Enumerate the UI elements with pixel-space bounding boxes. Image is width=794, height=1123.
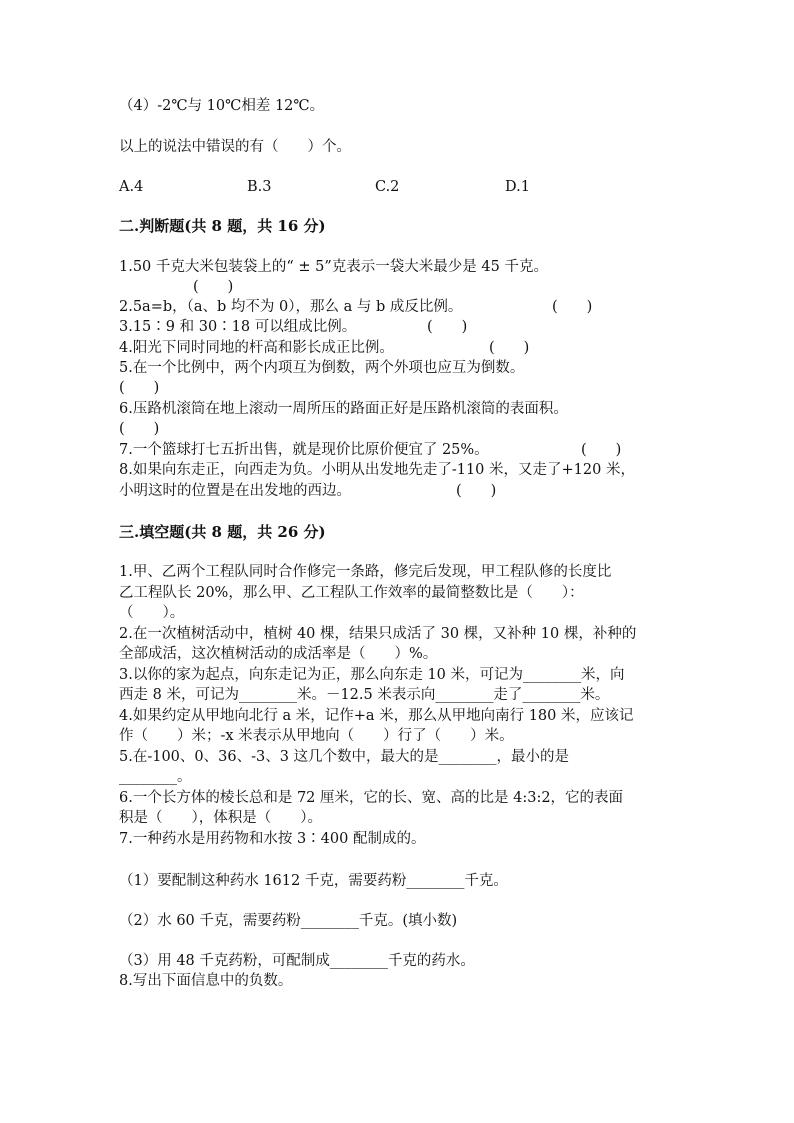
judge-4-blank: ( )	[489, 340, 530, 356]
judge-8: 8.如果向东走正，向西走为负。小明从出发地先走了-110 米，又走了+120 米，	[119, 462, 635, 478]
fill-5: 5.在-100、0、36、-3、3 这几个数中，最大的是________，最小的是	[119, 749, 570, 765]
section-2-heading: 二.判断题(共 8 题，共 16 分)	[119, 217, 326, 235]
judge-5-blank: ( )	[119, 380, 160, 396]
section-3-heading: 三.填空题(共 8 题，共 26 分)	[119, 523, 326, 541]
fill-1-cont: 乙工程队长 20%，那么甲、乙工程队工作效率的最简整数比是（ ）：	[119, 585, 584, 601]
judge-8-blank: ( )	[456, 483, 497, 499]
judge-5: 5.在一个比例中，两个内项互为倒数，两个外项也应互为倒数。	[119, 360, 525, 376]
fill-6-cont: 积是（ ），体积是（ ）。	[119, 810, 322, 826]
judge-3-blank: ( )	[427, 319, 468, 335]
judge-1-blank: ( )	[193, 279, 234, 295]
fill-5-cont: ________。	[119, 769, 192, 785]
fill-6: 6.一个长方体的棱长总和是 72 厘米，它的长、宽、高的比是 4:3:2，它的表面	[119, 790, 624, 806]
judge-1: 1.50 千克大米包装袋上的“ ± 5”克表示一袋大米最少是 45 千克。	[119, 259, 548, 275]
fill-2: 2.在一次植树活动中，植树 40 棵，结果只成活了 30 棵，又补种 10 棵，补种的	[119, 626, 637, 642]
judge-7: 7.一个篮球打七五折出售，就是现价比原价便宜了 25%。	[119, 442, 489, 458]
judge-4: 4.阳光下同时同地的杆高和影长成正比例。	[119, 340, 394, 356]
question-stem: 以上的说法中错误的有（ ）个。	[119, 139, 351, 155]
option-d: D.1	[505, 179, 530, 195]
judge-8-cont: 小明这时的位置是在出发地的西边。	[119, 483, 351, 499]
fill-1-cont2: （ ）。	[119, 605, 185, 621]
fill-4: 4.如果约定从甲地向北行 a 米，记作+a 米，那么从甲地向南行 180 米，应该记	[119, 708, 634, 724]
fill-7-sub-1: （1）要配制这种药水 1612 千克，需要药粉________千克。	[119, 873, 508, 889]
judge-6-blank: ( )	[119, 421, 160, 437]
option-b: B.3	[247, 179, 272, 195]
judge-3: 3.15∶9 和 30∶18 可以组成比例。	[119, 319, 357, 335]
judge-2: 2.5a=b，（a、b 均不为 0），那么 a 与 b 成反比例。	[119, 299, 463, 315]
fill-3: 3.以你的家为起点，向东走记为正，那么向东走 10 米，可记为________米，向	[119, 667, 625, 683]
fill-3-cont: 西走 8 米，可记为________米。－12.5 米表示向________走了________米。	[119, 687, 610, 703]
statement-4: （4）-2℃与 10℃相差 12℃。	[119, 98, 325, 114]
fill-7-sub-2: （2）水 60 千克，需要药粉________千克。(填小数)	[119, 913, 458, 929]
fill-7: 7.一种药水是用药物和水按 3∶400 配制成的。	[119, 831, 426, 847]
fill-8: 8.写出下面信息中的负数。	[119, 973, 293, 989]
option-c: C.2	[375, 179, 400, 195]
judge-7-blank: ( )	[581, 442, 622, 458]
fill-1: 1.甲、乙两个工程队同时合作修完一条路，修完后发现，甲工程队修的长度比	[119, 564, 612, 580]
judge-6: 6.压路机滚筒在地上滚动一周所压的路面正好是压路机滚筒的表面积。	[119, 401, 568, 417]
fill-7-sub-3: （3）用 48 千克药粉，可配制成________千克的药水。	[119, 953, 475, 969]
fill-4-cont: 作（ ）米；-x 米表示从甲地向（ ）行了（ ）米。	[119, 728, 514, 744]
fill-2-cont: 全部成活，这次植树活动的成活率是（ ）%。	[119, 646, 438, 662]
judge-2-blank: ( )	[552, 299, 593, 315]
option-a: A.4	[119, 179, 144, 195]
